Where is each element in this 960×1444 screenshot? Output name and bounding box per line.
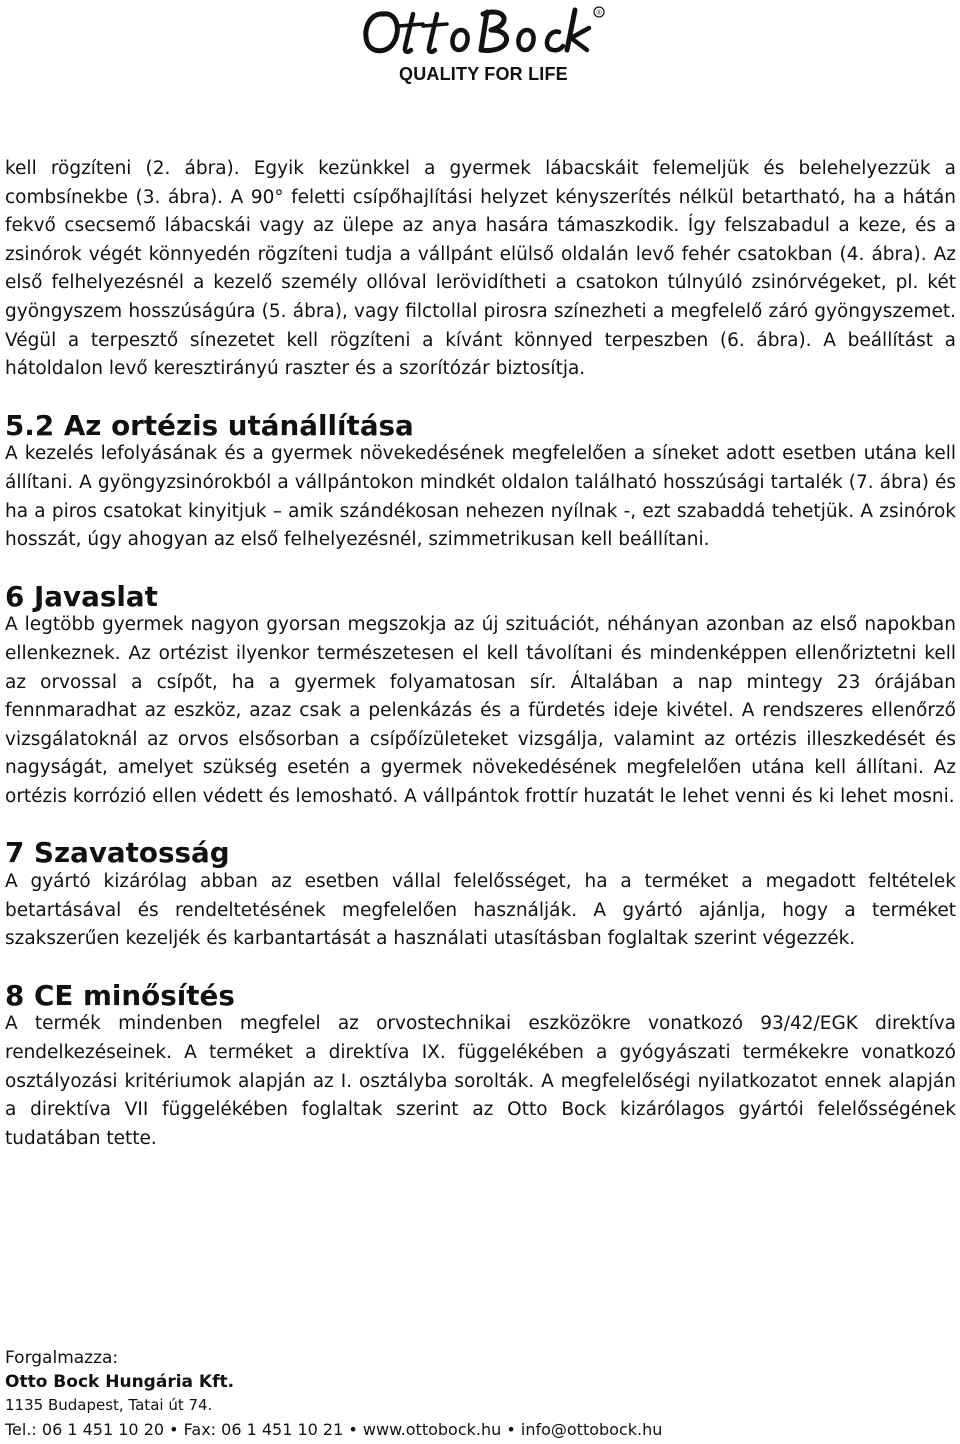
logo-script-icon bbox=[355, 0, 611, 62]
footer-address: 1135 Budapest, Tatai út 74. bbox=[5, 1396, 213, 1414]
section-title-recommendation: 6 Javaslat bbox=[5, 579, 158, 613]
section-paragraph-readjustment: A kezelés lefolyásának és a gyermek növekedésének megfelelően a síneket adott esetben utána kell állítani. A gyöngyzsinórokból a vállpántokon mindkét oldalon található hosszúsági tartalék (7. ábra) és ha a piros csatokat kinyitjuk – amik szándékosan nehezen nyílnak -, ezt szabaddá tehetjük. A zsinórok hosszát, úgy ahogyan az első felhelyezésnél, szimmetrikusan kell beállítani. bbox=[5, 443, 956, 551]
registered-mark: ® bbox=[596, 10, 602, 17]
section-title-readjustment: 5.2 Az ortézis utánállítása bbox=[5, 408, 414, 442]
section-paragraph-warranty: A gyártó kizárólag abban az esetben vállal felelősséget, ha a terméket a megadott feltételek betartásával és rendeltetésének megfelelően használják. A gyártó ajánlja, hogy a terméket szakszerűen kezeljék és karbantartását a használati utasításban foglaltak szerint végezzék. bbox=[5, 871, 956, 950]
footer-contact: Tel.: 06 1 451 10 20 • Fax: 06 1 451 10 21 • www.ottobock.hu • info@ottobock.hu bbox=[5, 1420, 663, 1439]
document-body bbox=[5, 155, 956, 1153]
section-title-warranty: 7 Szavatosság bbox=[5, 836, 230, 870]
section-title-ce-rating: 8 CE minősítés bbox=[5, 978, 235, 1012]
section-paragraph-ce-rating: A termék mindenben megfelel az orvostechnikai eszközökre vonatkozó 93/42/EGK direktíva rendelkezéseinek. A terméket a direktíva IX. függelékében a gyógyászati termékekre vonatkozó osztályozási kritériumok alapján az I. osztályba sorolták. A megfelelőségi nyilatkozatot ennek alapján a direktíva VII függelékében foglaltak szerint az Otto Bock kizárólagos gyártói felelősségének tudatában tette. bbox=[5, 1013, 956, 1149]
footer-label: Forgalmazza: bbox=[5, 1348, 119, 1368]
logo-tagline: QUALITY FOR LIFE bbox=[399, 64, 568, 84]
section-paragraph-recommendation: A legtöbb gyermek nagyon gyorsan megszokja az új szituációt, néhányan azonban az első napokban ellenkeznek. Az ortézist ilyenkor természetesen el kell távolítani és mindenképpen ellenőriztetni kell az orvossal a csípőt, ha a gyermek folyamatosan sír. Általában a nap mintegy 23 órájában fennmaradhat az eszköz, azaz csak a pelenkázás és a fürdetés ideje kivétel. A rendszeres ellenőrző vizsgálatoknál az orvos elsősorban a csípőízületeket vizsgálja, valamint az ortézis illeszkedését és nagyságát, amelyet szükség esetén a gyermek növekedésének megfelelően utána kell állítani. Az ortézis korrózió ellen védett és lemosható. A vállpántok frottír huzatát le lehet venni és ki lehet mosni. bbox=[5, 614, 956, 807]
intro-paragraph: kell rögzíteni (2. ábra). Egyik kezünkkel a gyermek lábacskáit felemeljük és belehelyezzük a combsínekbe (3. ábra). A 90° feletti csípőhajlítási helyzet kényszerítés nélkül betartható, ha a hátán fekvő csecsemő lábacskái vagy az ülepe az anya hasára támaszkodik. Így felszabadul a keze, és a zsinórok végét könnyedén rögzíteni tudja a vállpánt elülső oldalán levő fehér csatokban (4. ábra). Az első felhelyezésnél a kezelő személy ollóval lerövidítheti a csatokon túlnyúló zsinórvégeket, pl. két gyöngyszem hosszúságúra (5. ábra), vagy filctollal pirosra színezheti a megfelelő záró gyöngyszemet. Végül a terpesztő sínezetet kell rögzíteni a kívánt könnyed terpeszben (6. ábra). A beállítást a hátoldalon levő keresztirányú raszter és a szorítózár biztosítja. bbox=[5, 158, 956, 380]
footer-company: Otto Bock Hungária Kft. bbox=[5, 1372, 235, 1392]
distributor-footer bbox=[5, 1346, 945, 1444]
otto-bock-logo bbox=[355, 0, 611, 96]
